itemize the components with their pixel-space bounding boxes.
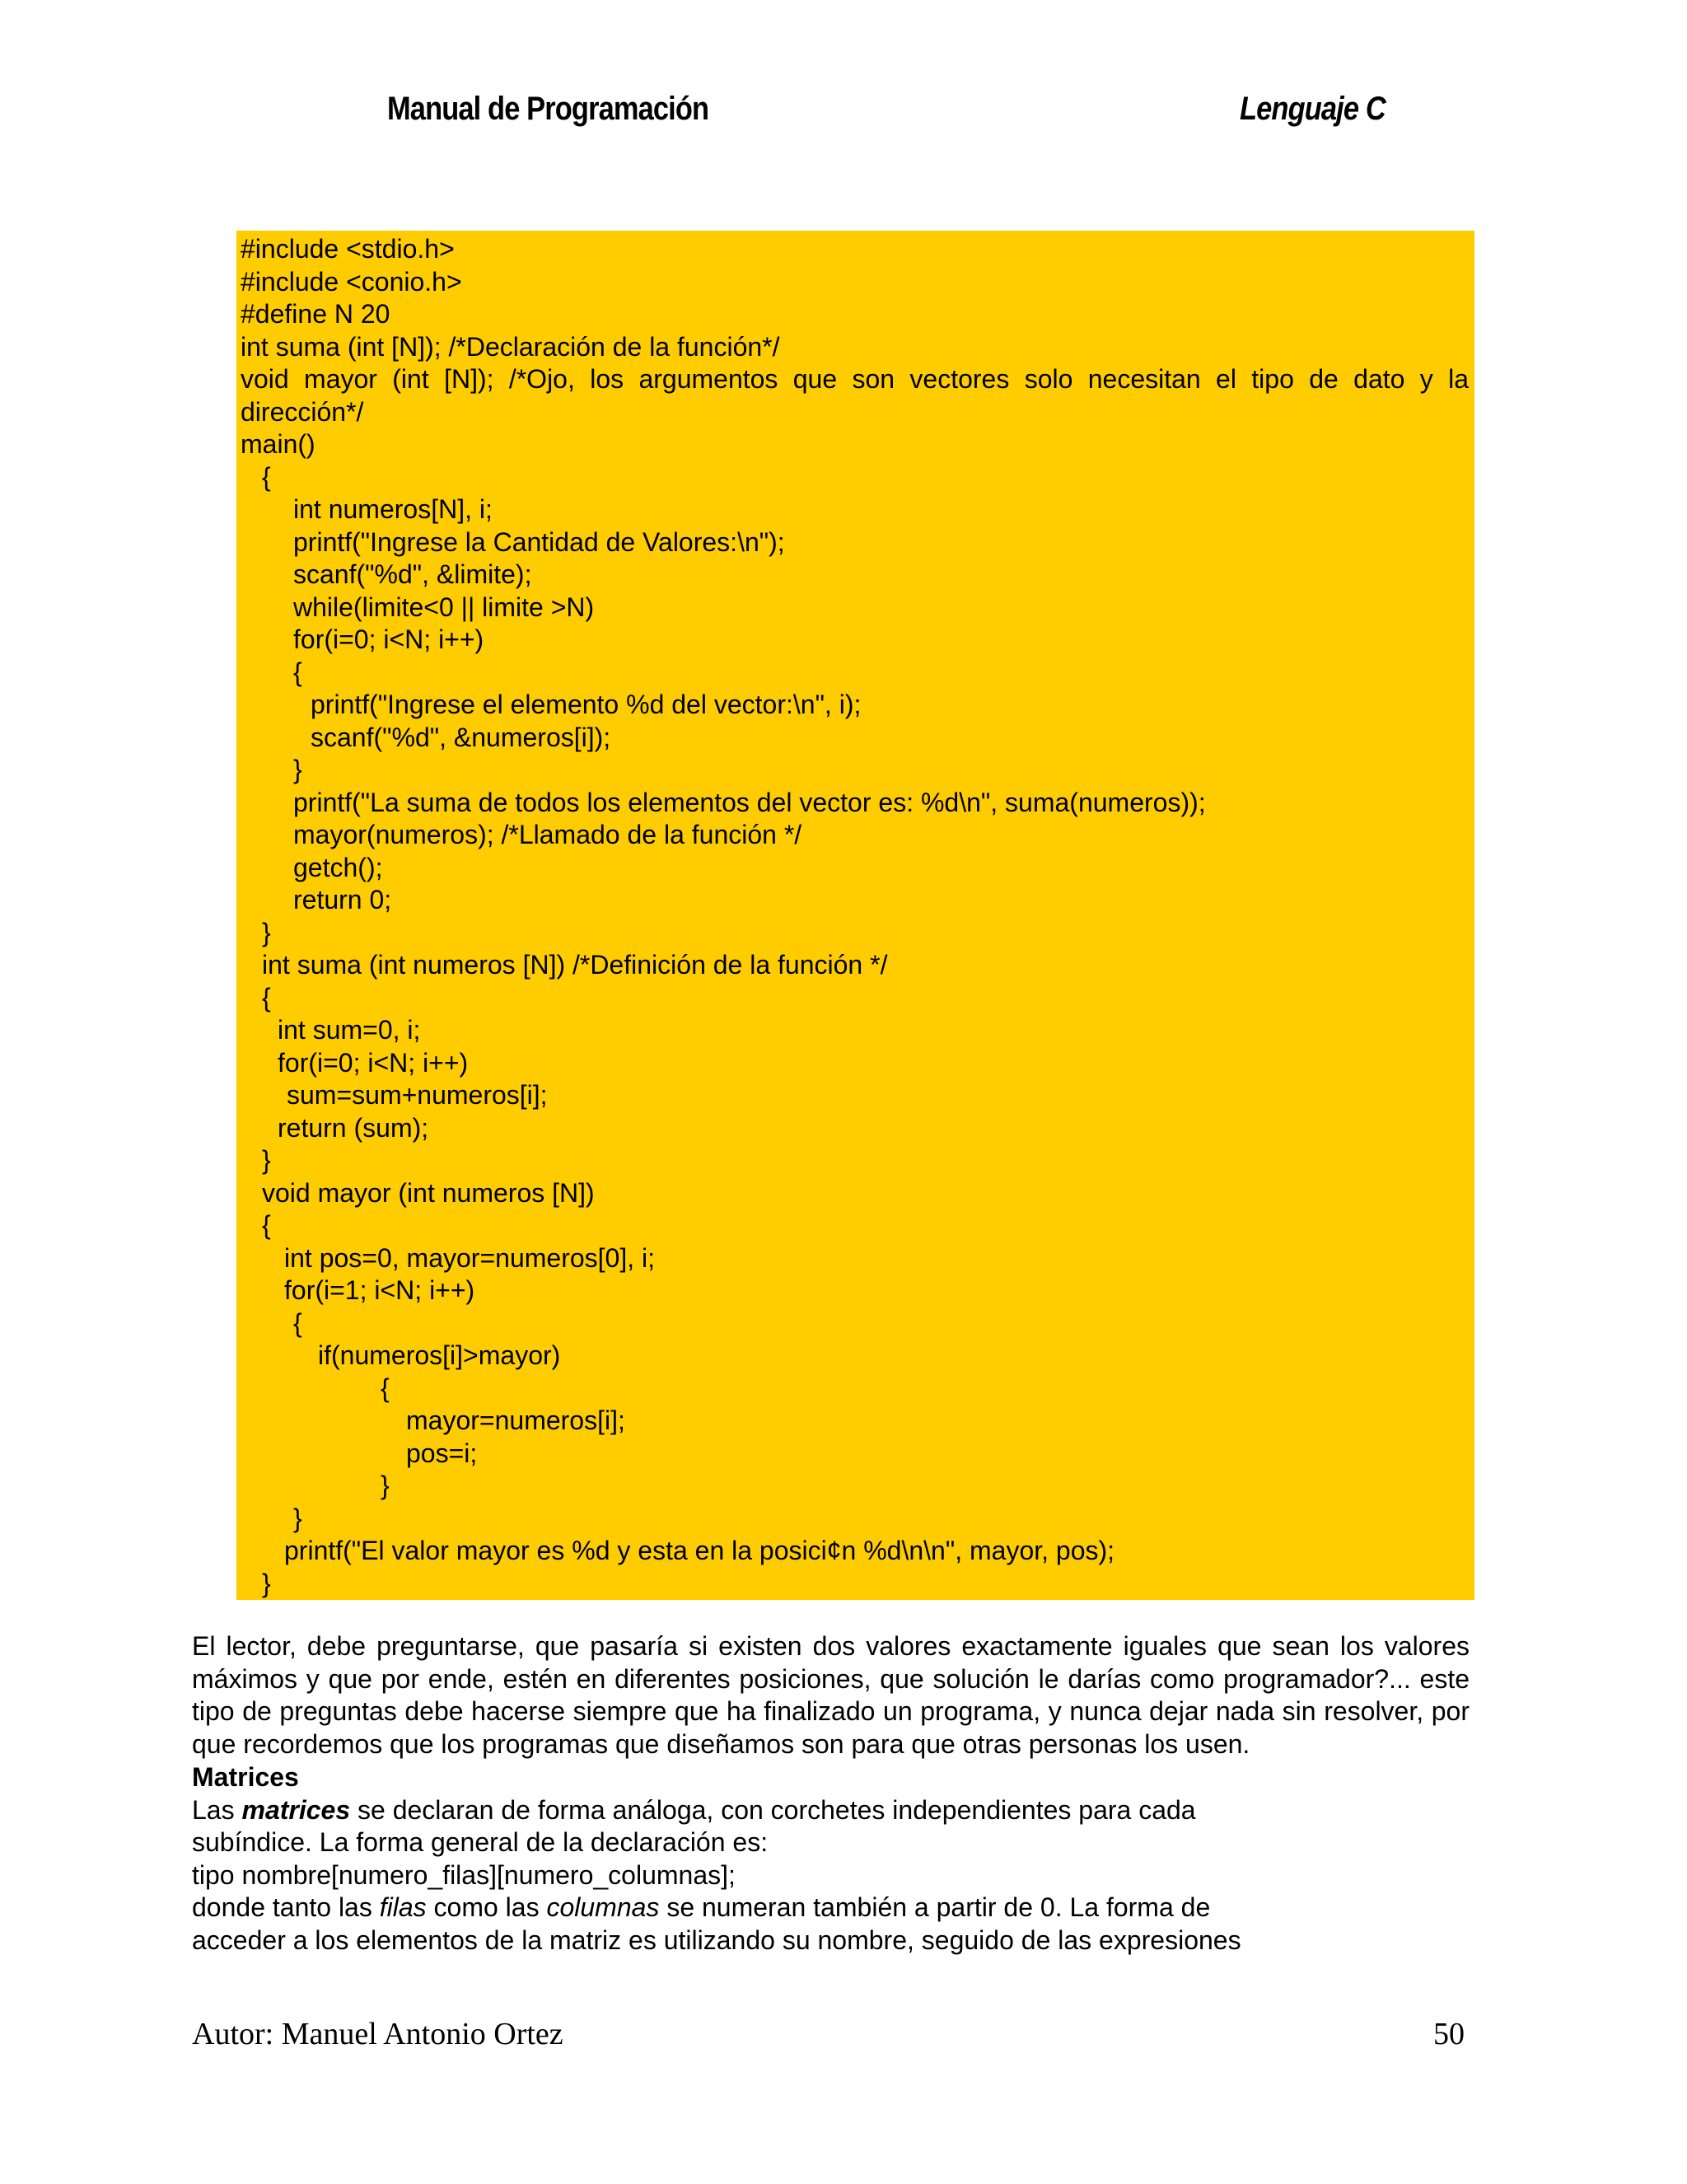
code-line-10: printf("Ingrese la Cantidad de Valores:\n"); [293,527,785,557]
code-line-24: { [262,983,271,1012]
code-line-39: } [381,1471,390,1500]
code-line-1: #include <stdio.h> [241,234,455,264]
matrices-line-3: tipo nombre[numero_filas][numero_columnas]; [192,1860,736,1890]
code-line-38: pos=i; [406,1438,478,1468]
body-paragraph: El lector, debe preguntarse, que pasaría si existen dos valores exactamente iguales que sean los valores máximos y que por ende, estén en diferentes posiciones, que solución le darías como programador?... este tipo de preguntas debe hacerse siempre que ha finalizado un programa, y nunca dejar nada sin resolver, por que recordemos que los programas que diseñamos son para que otras personas los usen. [192,1631,1470,1759]
filas-term: filas [379,1892,427,1922]
code-line-14: { [293,657,302,687]
matrices-line-1-a: Las [192,1795,242,1825]
code-line-20: getch(); [293,853,383,882]
code-line-36: { [381,1373,390,1403]
code-line-7: main() [241,429,315,459]
code-line-42: } [262,1569,271,1598]
matrices-line-5: acceder a los elementos de la matriz es utilizando su nombre, seguido de las expresiones [192,1925,1241,1955]
code-line-18: printf("La suma de todos los elementos del vector es: %d\n", suma(numeros)); [293,788,1206,817]
section-heading: Matrices [192,1762,299,1792]
code-line-25: int sum=0, i; [278,1015,421,1045]
code-line-6: dirección*/ [241,397,364,427]
page-number: 50 [1433,2017,1465,2051]
code-line-3: #define N 20 [241,299,390,329]
code-line-28: return (sum); [278,1113,429,1143]
code-line-16: scanf("%d", &numeros[i]); [311,723,611,752]
code-line-17: } [293,755,302,784]
code-line-37: mayor=numeros[i]; [406,1405,625,1435]
matrices-line-1-c: se declaran de forma análoga, con corchetes independientes para cada [350,1795,1196,1825]
header-title: Manual de Programación [387,91,709,127]
matrices-line-4-c: como las [426,1892,547,1922]
code-line-26: for(i=0; i<N; i++) [278,1048,469,1078]
header-subject: Lenguaje C [1240,91,1386,127]
code-line-21: return 0; [293,885,392,914]
code-line-23: int suma (int numeros [N]) /*Definición de la función */ [262,950,888,980]
code-line-2: #include <conio.h> [241,267,462,297]
code-line-19: mayor(numeros); /*Llamado de la función */ [293,820,802,849]
code-line-15: printf("Ingrese el elemento %d del vector:\n", i); [311,690,862,719]
matrices-line-2: subíndice. La forma general de la declaración es: [192,1827,769,1857]
code-line-31: { [262,1210,271,1240]
code-line-41: printf("El valor mayor es %d y esta en la posici¢n %d\n\n", mayor, pos); [284,1536,1115,1565]
columnas-term: columnas [546,1892,660,1922]
code-line-27: sum=sum+numeros[i]; [287,1080,548,1110]
code-line-34: { [293,1308,302,1338]
code-line-40: } [293,1504,302,1533]
code-line-32: int pos=0, mayor=numeros[0], i; [284,1243,655,1273]
code-line-8: { [262,462,271,492]
footer-author: Autor: Manuel Antonio Ortez [192,2017,563,2051]
matrices-line-1 [192,1793,1196,1826]
code-line-30: void mayor (int numeros [N]) [262,1178,595,1208]
code-line-4: int suma (int [N]); /*Declaración de la función*/ [241,332,780,362]
code-line-35: if(numeros[i]>mayor) [318,1340,561,1370]
code-line-5: void mayor (int [N]); /*Ojo, los argumentos que son vectores solo necesitan el tipo de dato y la [241,364,1469,394]
code-line-9: int numeros[N], i; [293,494,493,524]
matrices-term: matrices [241,1795,351,1825]
code-line-22: } [262,918,271,947]
matrices-line-4-a: donde tanto las [192,1892,380,1922]
code-line-11: scanf("%d", &limite); [293,559,532,589]
code-block [236,231,1474,1600]
code-line-12: while(limite<0 || limite >N) [293,592,595,622]
code-line-29: } [262,1145,271,1175]
matrices-line-4-e: se numeran también a partir de 0. La forma de [659,1892,1211,1922]
matrices-line-4 [192,1891,1210,1924]
code-line-33: for(i=1; i<N; i++) [284,1275,475,1305]
code-line-13: for(i=0; i<N; i++) [293,624,484,654]
